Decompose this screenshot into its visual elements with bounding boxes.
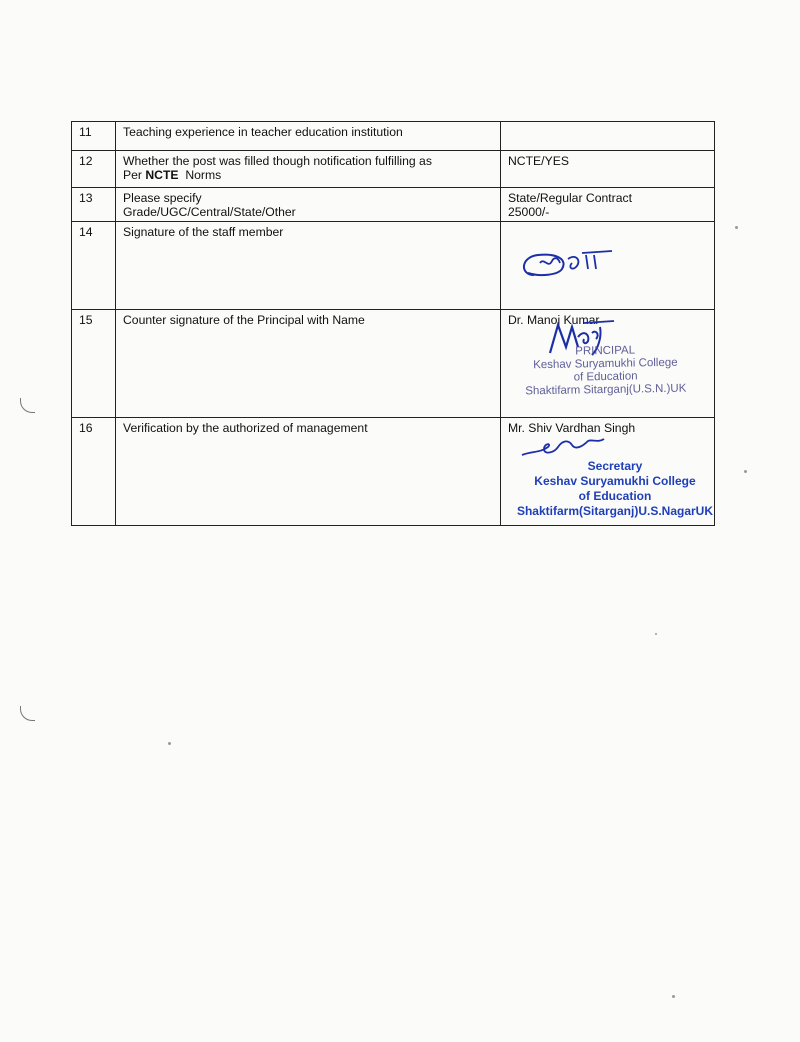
binder-hole-mark: [20, 706, 35, 721]
stamp-line: of Education: [578, 489, 652, 503]
stamp-line: Shaktifarm Sitarganj(U.S.N.)UK: [525, 382, 687, 398]
row-description: [116, 151, 501, 188]
principal-stamp: [498, 343, 714, 399]
row-description: Teaching experience in teacher education institution: [116, 122, 501, 151]
row-description: Counter signature of the Principal with Name: [116, 310, 501, 418]
description-line: Grade/UGC/Central/State/Other: [123, 205, 296, 219]
scan-speck: [168, 742, 171, 745]
row-description: [116, 188, 501, 222]
ncte-bold-text: NCTE: [145, 168, 179, 182]
row-number: 16: [72, 418, 116, 526]
description-line: Please specify: [123, 191, 202, 205]
row-description: Signature of the staff member: [116, 222, 501, 310]
description-prefix: Per: [123, 168, 146, 182]
table-row: [72, 151, 715, 188]
scan-speck: [655, 633, 657, 635]
scan-speck: [744, 470, 747, 473]
description-suffix: Norms: [178, 168, 222, 182]
table-row: [72, 122, 715, 151]
table-row: [72, 222, 715, 310]
row-number: 13: [72, 188, 116, 222]
secretary-stamp: [510, 459, 720, 519]
secretary-signature: [514, 435, 624, 461]
table-row: [72, 188, 715, 222]
row-description: Verification by the authorized of management: [116, 418, 501, 526]
row-number: 15: [72, 310, 116, 418]
row-value: [501, 418, 715, 526]
value-line: 25000/-: [508, 205, 550, 219]
row-value: [501, 222, 715, 310]
stamp-line: Keshav Suryamukhi College: [534, 474, 696, 488]
staff-signature: [516, 245, 626, 285]
row-value: [501, 188, 715, 222]
secretary-name: Mr. Shiv Vardhan Singh: [508, 421, 636, 435]
row-value: [501, 151, 715, 188]
value-line: NCTE/YES: [508, 154, 569, 168]
stamp-line: Keshav Suryamukhi College: [533, 356, 678, 372]
stamp-line: Shaktifarm(Sitarganj)U.S.NagarUK: [516, 504, 714, 518]
scan-speck: [672, 995, 675, 998]
scan-speck: [735, 226, 738, 229]
row-number: 12: [72, 151, 116, 188]
description-line: Whether the post was filled though notification fulfilling as: [123, 154, 432, 168]
binder-hole-mark: [20, 398, 35, 413]
principal-name: Dr. Manoj Kumar: [508, 313, 600, 327]
table-row: [72, 418, 715, 526]
value-line: State/Regular Contract: [508, 191, 632, 205]
stamp-line: Secretary: [587, 459, 643, 473]
row-value: [501, 310, 715, 418]
row-value: [501, 122, 715, 151]
row-number: 11: [72, 122, 116, 151]
row-number: 14: [72, 222, 116, 310]
description-line: [123, 168, 494, 182]
staff-details-table: [71, 121, 715, 526]
stamp-line: PRINCIPAL: [575, 344, 636, 358]
table-row: [72, 310, 715, 418]
stamp-line: of Education: [573, 370, 638, 384]
